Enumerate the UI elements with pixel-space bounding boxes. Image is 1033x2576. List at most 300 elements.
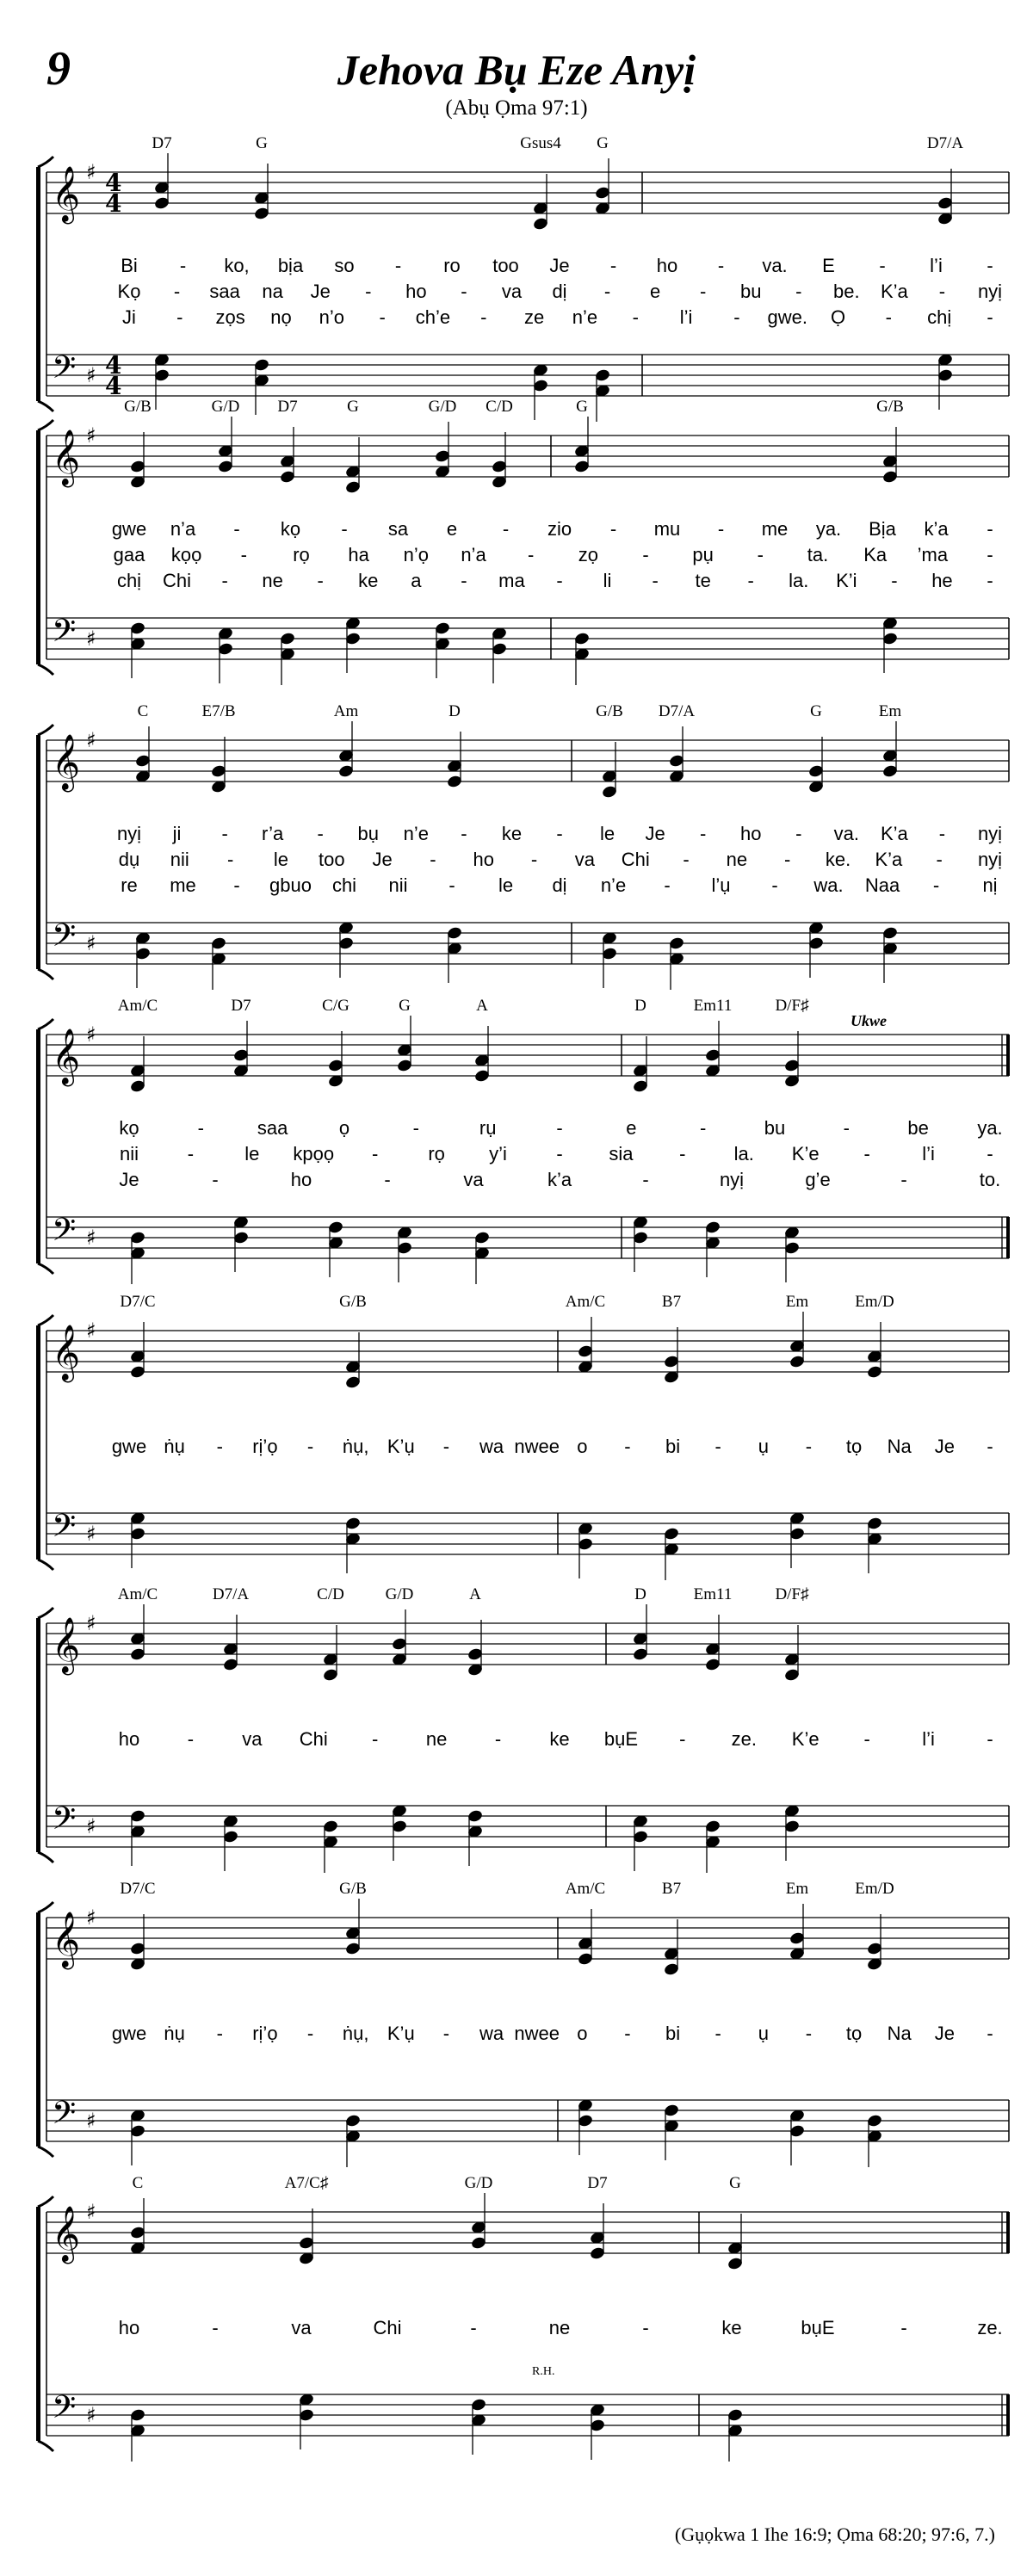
chord-symbol: C/D [486, 398, 513, 416]
lyric-syllable: - [932, 874, 940, 896]
lyric-syllable: bụ [357, 823, 380, 844]
lyric-syllable: ya. [815, 518, 842, 540]
lyric-syllable: - [372, 1728, 379, 1750]
lyric-syllable: - [530, 849, 538, 870]
key-signature-sharp: ♯ [86, 931, 96, 955]
lyric-syllable: - [714, 2023, 721, 2044]
lyric-syllable: zọs [215, 306, 245, 328]
lyric-syllable: gaa [113, 544, 145, 565]
lyric-syllable: tọ [845, 1436, 863, 1457]
lyric-syllable: - [556, 570, 563, 591]
lyric-syllable: - [938, 281, 946, 302]
lyric-syllable: - [733, 306, 740, 328]
lyric-syllable: Je [372, 849, 393, 870]
lyric-syllable: - [212, 1169, 219, 1190]
treble-clef: 𝄞 [52, 1617, 81, 1673]
lyric-syllable: saa [209, 281, 240, 302]
staff-system-graphic [0, 991, 1033, 1284]
lyric-syllable: - [603, 281, 611, 302]
lyric-syllable: ne [548, 2317, 571, 2338]
chord-symbol: Em [785, 1293, 809, 1311]
treble-clef: 𝄞 [52, 734, 81, 790]
bracket-hook [38, 2147, 53, 2157]
lyric-syllable: Kọ [117, 281, 141, 302]
lyric-syllable: wa [479, 2023, 504, 2044]
lyric-syllable: li [603, 570, 612, 591]
lyric-syllable: - [306, 2023, 314, 2044]
lyric-syllable: - [771, 874, 778, 896]
lyric-syllable: - [216, 1436, 223, 1457]
lyric-syllable: - [412, 1117, 419, 1139]
chord-symbol: C/G [322, 997, 349, 1015]
lyric-syllable: mu [653, 518, 681, 540]
lyric-syllable: - [717, 518, 725, 540]
chord-symbol: Em [878, 702, 902, 720]
lyric-syllable: Chi [373, 2317, 402, 2338]
lyric-syllable: nị [982, 874, 998, 896]
lyric-syllable: - [527, 544, 535, 565]
staff-system-graphic [0, 1580, 1033, 1873]
bracket-hook [38, 1560, 53, 1570]
lyric-syllable: - [461, 570, 467, 591]
chord-symbol: A7/C♯ [284, 2174, 329, 2192]
chord-symbol: C/D [317, 1585, 344, 1603]
chord-symbol: G [576, 398, 588, 416]
lyric-syllable: - [470, 2317, 477, 2338]
lyric-syllable: ch’e [415, 306, 451, 328]
chord-symbol: Am/C [565, 1880, 606, 1898]
lyric-syllable: me [761, 518, 789, 540]
lyric-syllable: le [273, 849, 289, 870]
key-signature-sharp: ♯ [86, 423, 96, 448]
lyric-syllable: - [556, 823, 563, 844]
lyric-syllable: - [863, 1143, 870, 1164]
lyric-syllable: ho [656, 255, 678, 276]
lyric-syllable: - [556, 1143, 563, 1164]
system-bracket [36, 430, 40, 664]
lyric-syllable: e [626, 1117, 637, 1139]
chord-symbol: G [810, 702, 822, 720]
lyric-syllable: chị [116, 570, 142, 591]
chord-symbol: Am/C [117, 997, 158, 1015]
lyric-syllable: sia [609, 1143, 634, 1164]
lyric-syllable: - [480, 306, 487, 328]
lyric-syllable: - [216, 2023, 223, 2044]
lyric-syllable: la. [789, 570, 809, 591]
lyric-syllable: - [900, 2317, 907, 2338]
lyric-syllable: - [556, 1117, 563, 1139]
system-bracket [36, 1325, 40, 1560]
key-signature-sharp: ♯ [86, 1522, 96, 1546]
key-signature-sharp: ♯ [86, 2403, 96, 2427]
lyric-syllable: - [987, 255, 993, 276]
lyric-syllable: - [747, 570, 754, 591]
lyric-syllable: kọọ [170, 544, 202, 565]
lyric-syllable: nyị [719, 1169, 745, 1190]
lyric-syllable: K’e [791, 1143, 820, 1164]
lyric-syllable: ’ma [917, 544, 949, 565]
lyric-syllable: K’a [880, 281, 908, 302]
system-bracket [36, 1618, 40, 1852]
lyric-syllable: nwee [514, 1436, 560, 1457]
lyric-syllable: - [448, 874, 455, 896]
chord-symbol: Em/D [855, 1880, 894, 1898]
lyric-syllable: - [795, 281, 802, 302]
lyric-syllable: l’i [930, 255, 943, 276]
bracket-hook [38, 664, 53, 675]
lyric-syllable: ze. [731, 1728, 757, 1750]
key-signature-sharp: ♯ [86, 728, 96, 752]
key-signature-sharp: ♯ [86, 363, 96, 387]
lyric-syllable: Naa [864, 874, 900, 896]
lyric-syllable: la. [733, 1143, 754, 1164]
bass-clef: 𝄢 [52, 2095, 77, 2139]
lyric-syllable: - [221, 570, 228, 591]
lyric-syllable: he [931, 570, 953, 591]
lyric-syllable: wa. [813, 874, 844, 896]
final-barline [1006, 2394, 1010, 2436]
lyric-syllable: dụ [118, 849, 140, 870]
lyric-syllable: g’e [805, 1169, 831, 1190]
lyric-syllable: - [679, 1728, 686, 1750]
lyric-syllable: - [679, 1143, 686, 1164]
system-2 [0, 392, 1033, 685]
chord-symbol: C [132, 2174, 144, 2192]
lyric-syllable: nii [170, 849, 189, 870]
lyric-syllable: - [240, 544, 247, 565]
bracket-hook [38, 1852, 53, 1863]
lyric-syllable: ne [726, 849, 748, 870]
key-signature-sharp: ♯ [86, 1814, 96, 1838]
lyric-syllable: pụ [692, 544, 714, 565]
lyric-syllable: e [649, 281, 661, 302]
chord-symbol: G/D [385, 1585, 414, 1603]
lyric-syllable: - [987, 1728, 993, 1750]
lyric-syllable: te [695, 570, 711, 591]
lyric-syllable: ṅụ [164, 1436, 185, 1457]
lyric-syllable: Na [887, 2023, 912, 2044]
right-hand-mark: R.H. [532, 2365, 555, 2378]
lyric-syllable: Je [934, 1436, 955, 1457]
key-signature-sharp: ♯ [86, 2200, 96, 2224]
lyric-syllable: - [938, 823, 946, 844]
chord-symbol: G [256, 134, 268, 152]
chord-symbol: Em [785, 1880, 809, 1898]
staff-system-graphic [0, 2169, 1033, 2462]
chord-symbol: D7/A [212, 1585, 250, 1603]
chord-symbol: Em11 [693, 997, 733, 1015]
song-number: 9 [46, 42, 71, 96]
lyric-syllable: ho [118, 2317, 140, 2338]
key-signature-sharp: ♯ [86, 2109, 96, 2133]
lyric-syllable: n’ọ [403, 544, 430, 565]
chord-symbol: Em11 [693, 1585, 733, 1603]
lyric-syllable: bi [665, 2023, 681, 2044]
lyric-syllable: rị’ọ [252, 1436, 278, 1457]
chord-symbol: D7 [277, 398, 298, 416]
chord-symbol: D7/C [120, 1293, 156, 1311]
lyric-syllable: - [632, 306, 639, 328]
lyric-syllable: me [170, 874, 196, 896]
lyric-syllable: va [291, 2317, 312, 2338]
final-barline [1006, 1035, 1010, 1076]
system-5 [0, 1288, 1033, 1580]
final-barline [1006, 2212, 1010, 2253]
lyric-syllable: - [430, 849, 436, 870]
lyric-syllable: ke [721, 2317, 742, 2338]
lyric-syllable: Ka [863, 544, 888, 565]
lyric-syllable: ya. [977, 1117, 1003, 1139]
lyric-syllable: - [384, 1169, 391, 1190]
lyric-syllable: gwe [111, 2023, 147, 2044]
lyric-syllable: va [463, 1169, 484, 1190]
chord-symbol: Em/D [855, 1293, 894, 1311]
chorus-label: Ukwe [851, 1012, 887, 1029]
lyric-syllable: K’ụ [387, 1436, 415, 1457]
lyric-syllable: ọ [338, 1117, 350, 1139]
lyric-syllable: be [907, 1117, 929, 1139]
lyric-syllable: nii [119, 1143, 139, 1164]
lyric-syllable: - [805, 2023, 813, 2044]
lyric-syllable: - [502, 518, 510, 540]
chord-symbol: C [137, 702, 149, 720]
lyric-syllable: - [987, 518, 993, 540]
lyric-syllable: le [498, 874, 514, 896]
staff-system-graphic [0, 1875, 1033, 2167]
lyric-syllable: - [233, 518, 240, 540]
key-signature-sharp: ♯ [86, 1022, 96, 1047]
lyric-syllable: ke [501, 823, 523, 844]
lyric-syllable: bu [764, 1117, 786, 1139]
lyric-syllable: nwee [514, 2023, 560, 2044]
lyric-syllable: tọ [845, 2023, 863, 2044]
lyric-syllable: va [242, 1728, 263, 1750]
chord-symbol: D/F♯ [775, 997, 809, 1015]
lyric-syllable: - [317, 823, 324, 844]
lyric-syllable: ho [405, 281, 427, 302]
lyric-syllable: - [652, 570, 659, 591]
lyric-syllable: chị [927, 306, 952, 328]
lyric-syllable: k’a [924, 518, 949, 540]
chord-symbol: D7 [231, 997, 251, 1015]
lyric-syllable: rụ [479, 1117, 497, 1139]
chord-symbol: A [469, 1585, 481, 1603]
lyric-syllable: - [176, 306, 183, 328]
lyric-syllable: K’i [836, 570, 857, 591]
treble-clef: 𝄞 [52, 1325, 81, 1381]
lyric-syllable: be. [833, 281, 860, 302]
lyric-syllable: sa [387, 518, 409, 540]
lyric-syllable: - [843, 1117, 850, 1139]
bass-clef: 𝄢 [52, 1212, 77, 1256]
lyric-syllable: - [365, 281, 372, 302]
lyric-syllable: so [334, 255, 355, 276]
lyric-syllable: ho [118, 1728, 140, 1750]
chord-symbol: Am/C [117, 1585, 158, 1603]
lyric-syllable: - [494, 1728, 502, 1750]
lyric-syllable: - [624, 1436, 631, 1457]
lyric-syllable: - [212, 2317, 219, 2338]
lyric-syllable: Ji [122, 306, 136, 328]
lyric-syllable: - [442, 1436, 450, 1457]
lyric-syllable: - [891, 570, 898, 591]
treble-clef: 𝄞 [52, 2206, 81, 2262]
lyric-syllable: Na [887, 1436, 912, 1457]
lyric-syllable: zọ [578, 544, 598, 565]
lyric-syllable: K’a [875, 849, 903, 870]
lyric-syllable: n’a [170, 518, 196, 540]
lyric-syllable: ma [498, 570, 525, 591]
system-8 [0, 2169, 1033, 2462]
bass-clef: 𝄢 [52, 1508, 77, 1552]
lyric-syllable: - [642, 2317, 649, 2338]
lyric-syllable: chi [331, 874, 357, 896]
lyric-syllable: rị’ọ [252, 2023, 278, 2044]
key-signature-sharp: ♯ [86, 1611, 96, 1635]
lyric-syllable: - [394, 255, 402, 276]
lyric-syllable: - [187, 1143, 195, 1164]
time-signature: 4 [105, 372, 122, 400]
system-bracket [36, 1029, 40, 1263]
system-7 [0, 1875, 1033, 2167]
lyric-syllable: ṅụ, [342, 2023, 369, 2044]
lyric-syllable: saa [257, 1117, 288, 1139]
lyric-syllable: nyị [977, 823, 1003, 844]
lyric-syllable: o [577, 1436, 588, 1457]
chord-symbol: G/B [876, 398, 904, 416]
chord-symbol: G [597, 134, 609, 152]
chord-symbol: A [476, 997, 488, 1015]
lyric-syllable: - [642, 1169, 649, 1190]
system-6 [0, 1580, 1033, 1873]
lyric-syllable: a [411, 570, 422, 591]
lyric-syllable: nii [388, 874, 408, 896]
lyric-syllable: too [492, 255, 519, 276]
key-signature-sharp: ♯ [86, 1906, 96, 1930]
lyric-syllable: nyị [977, 849, 1003, 870]
lyric-syllable: o [577, 2023, 588, 2044]
bass-clef: 𝄢 [52, 917, 77, 961]
lyric-syllable: ke. [825, 849, 851, 870]
lyric-syllable: ji [172, 823, 182, 844]
system-bracket [36, 2207, 40, 2441]
lyric-syllable: va [501, 281, 523, 302]
lyric-syllable: ke [549, 1728, 570, 1750]
lyric-syllable: nọ [270, 306, 292, 328]
lyric-syllable: dị [552, 874, 567, 896]
lyric-syllable: - [233, 874, 240, 896]
time-signature: 4 [105, 189, 122, 218]
lyric-syllable: - [609, 255, 617, 276]
lyric-syllable: ze. [977, 2317, 1003, 2338]
lyric-syllable: - [699, 281, 707, 302]
staff-system-graphic [0, 1288, 1033, 1580]
lyric-syllable: k’a [547, 1169, 572, 1190]
chord-symbol: G [399, 997, 411, 1015]
lyric-syllable: bi [665, 1436, 681, 1457]
lyric-syllable: gbuo [269, 874, 312, 896]
lyric-syllable: - [987, 306, 993, 328]
lyric-syllable: to. [979, 1169, 1001, 1190]
lyric-syllable: ke [358, 570, 379, 591]
lyric-syllable: dị [552, 281, 567, 302]
lyric-syllable: ho [290, 1169, 312, 1190]
bass-clef: 𝄢 [52, 613, 77, 657]
key-signature-sharp: ♯ [86, 1319, 96, 1343]
lyric-syllable: bụE [603, 1728, 638, 1750]
lyric-syllable: le [599, 823, 615, 844]
lyric-syllable: ṅụ [164, 2023, 185, 2044]
lyric-syllable: ne [262, 570, 283, 591]
lyric-syllable: rọ [293, 544, 310, 565]
lyric-syllable: Bịa [869, 518, 896, 540]
lyric-syllable: - [900, 1169, 907, 1190]
treble-clef: 𝄞 [52, 429, 81, 485]
lyric-syllable: - [442, 2023, 450, 2044]
treble-clef: 𝄞 [52, 166, 81, 222]
lyric-syllable: n’e [403, 823, 430, 844]
lyric-syllable: - [699, 1117, 707, 1139]
chord-symbol: Am/C [565, 1293, 606, 1311]
lyric-syllable: too [318, 849, 345, 870]
treble-clef: 𝄞 [52, 1029, 81, 1084]
lyric-syllable: ne [425, 1728, 448, 1750]
lyric-syllable: n’a [461, 544, 486, 565]
lyric-syllable: Chi [621, 849, 650, 870]
lyric-syllable: - [372, 1143, 379, 1164]
lyric-syllable: le [244, 1143, 260, 1164]
lyric-syllable: ta. [807, 544, 829, 565]
lyric-syllable: re [121, 874, 138, 896]
chord-symbol: D7 [152, 134, 172, 152]
chord-symbol: G [729, 2174, 741, 2192]
chord-symbol: G [347, 398, 359, 416]
lyric-syllable: n’e [600, 874, 627, 896]
lyric-syllable: kọ [119, 1117, 139, 1139]
chord-symbol: G/D [428, 398, 457, 416]
lyric-syllable: - [461, 281, 467, 302]
lyric-syllable: rọ [428, 1143, 445, 1164]
system-4 [0, 991, 1033, 1284]
key-signature-sharp: ♯ [86, 1226, 96, 1250]
lyric-syllable: va. [762, 255, 788, 276]
lyric-syllable: K’e [791, 1728, 820, 1750]
chord-symbol: Gsus4 [520, 134, 561, 152]
lyric-syllable: - [795, 823, 802, 844]
lyric-syllable: ụ [758, 2023, 769, 2044]
lyric-syllable: va [574, 849, 596, 870]
lyric-syllable: - [863, 1728, 870, 1750]
lyric-syllable: nyị [977, 281, 1003, 302]
final-barline [1006, 1217, 1010, 1258]
lyric-syllable: - [197, 1117, 204, 1139]
lyric-syllable: - [664, 874, 671, 896]
lyric-syllable: - [173, 281, 181, 302]
chord-symbol: D7/A [926, 134, 964, 152]
system-bracket [36, 1912, 40, 2147]
lyric-syllable: gwe. [767, 306, 807, 328]
lyric-syllable: - [306, 1436, 314, 1457]
lyric-syllable: kpọọ [293, 1143, 335, 1164]
lyric-syllable: bu [739, 281, 762, 302]
lyric-syllable: n’e [572, 306, 598, 328]
system-3 [0, 697, 1033, 990]
lyric-syllable: nyị [116, 823, 142, 844]
chord-symbol: B7 [661, 1293, 682, 1311]
lyric-syllable: na [262, 281, 283, 302]
lyric-syllable: - [987, 1436, 993, 1457]
lyric-syllable: va. [833, 823, 860, 844]
